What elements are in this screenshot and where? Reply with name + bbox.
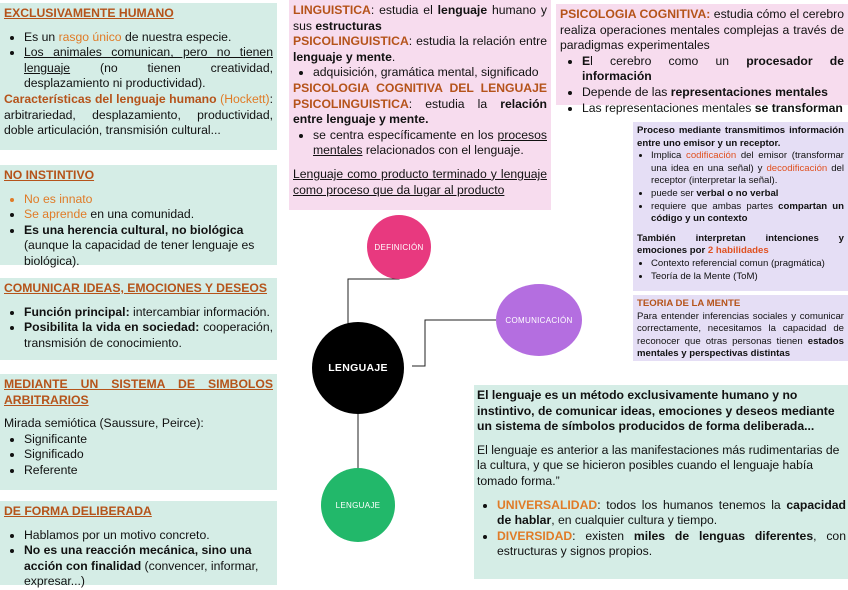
psicologia-lenguaje-text: PSICOLOGIA COGNITIVA DEL LENGUAJE PSICOLINGUISTICA: estudia la relación entre lenguaje y mente.	[293, 80, 547, 127]
teoria-mente-text: Para entender inferencias sociales y comunicar correctamente, necesitamos la capacidad de reconocer que otras personas tienen estados mentales y perspectivas distintas	[637, 310, 844, 360]
no-instintivo-item-2: • Se aprende en una comunidad.	[24, 207, 273, 223]
comunicar-item-1: • Función principal: intercambiar información.	[24, 305, 273, 321]
comunicar-box	[0, 278, 277, 360]
comunicar-item-2: • Posibilita la vida en sociedad: cooperación, transmisión de conocimiento.	[24, 320, 273, 351]
producto-proceso-text: Lenguaje como producto terminado y lenguaje como proceso que da lugar al producto	[293, 166, 547, 197]
simbolos-box	[0, 374, 277, 490]
anterior-cultura-text: El lenguaje es anterior a las manifestaciones más rudimentarias de la cultura, y que se hicieron posibles cuando el lenguaje había tomado forma.”	[477, 442, 840, 488]
proceso-item-1: • Implica codificación del emisor (transformar una idea en una señal) y decodificación del receptor (interpretar la señal).	[651, 150, 844, 188]
node-lenguaje-label: LENGUAJE	[335, 500, 381, 510]
procesos-item: • se centra específicamente en los procesos mentales relacionados con el lenguaje.	[313, 128, 547, 159]
caracteristicas-text: Características del lenguaje humano (Hockett): arbitrariedad, desplazamiento, productividad, doble articulación, transmisión cultural...	[4, 91, 273, 138]
teoria-mente-title: TEORIA DE LA MENTE	[637, 298, 741, 309]
proceso-title: Proceso mediante transmitimos información entre uno emisor y un receptor.	[637, 125, 844, 149]
comunicar-title: COMUNICAR IDEAS, EMOCIONES Y DESEOS	[4, 281, 267, 295]
cognitiva-item-2: • Depende de las representaciones mentales	[582, 85, 844, 101]
deforma-box	[0, 501, 277, 589]
exclusivo-item-2: • Los animales comunican, pero no tienen lenguaje (no tienen creatividad, desplazamiento ni productividad).	[24, 45, 273, 92]
node-comunicacion-label: COMUNICACIÓN	[505, 315, 573, 325]
node-lenguaje[interactable]	[321, 468, 395, 542]
habilidad-item: • Teoría de la Mente (ToM)	[651, 271, 844, 284]
simbolos-item: • Referente	[24, 463, 273, 479]
simbolos-intro: Mirada semiótica (Saussure, Peirce):	[4, 416, 204, 431]
no-instintivo-item-1: • No es innato	[24, 192, 273, 208]
no-instintivo-item-3: • Es una herencia cultural, no biológica (aunque la capacidad de tener lenguaje es biológica).	[24, 223, 273, 270]
psicolinguistica-text: PSICOLINGUISTICA: estudia la relación entre lenguaje y mente.	[293, 34, 547, 64]
deforma-item-1: • Hablamos por un motivo concreto.	[24, 528, 273, 544]
universalidad-item: • UNIVERSALIDAD: todos los humanos tenemos la capacidad de hablar, en cualquier cultura y tiempo.	[497, 498, 846, 529]
cognitiva-item-3: • Las representaciones mentales se transforman	[582, 101, 844, 117]
simbolos-item: • Significado	[24, 447, 273, 463]
deforma-title: DE FORMA DELIBERADA	[4, 504, 152, 518]
psicolinguistica-item: • adquisición, gramática mental, significado	[313, 65, 547, 81]
deforma-item-2: • No es una reacción mecánica, sino una acción con finalidad (convencer, informar, expresar...)	[24, 543, 273, 590]
exclusivo-box	[0, 3, 277, 150]
teoria-mente-box	[633, 295, 848, 361]
psicologia-cognitiva-text: PSICOLOGIA COGNITIVA: estudia cómo el cerebro realiza operaciones mentales complejas a través de paradigmas experimentales	[560, 7, 844, 53]
cognitiva-item-1: • El cerebro como un procesador de información	[582, 54, 844, 85]
exclusivo-title: EXCLUSIVAMENTE HUMANO	[4, 6, 174, 20]
proceso-item-3: • requiere que ambas partes compartan un código y un contexto	[651, 201, 844, 226]
habilidad-item: • Contexto referencial comun (pragmática)	[651, 258, 844, 271]
node-comunicacion[interactable]	[496, 284, 582, 356]
habilidades-text: También interpretan intenciones y emociones por 2 habilidades	[637, 232, 844, 257]
linguistica-text: LINGUISTICA: estudia el lenguaje humano y sus estructuras	[293, 3, 547, 33]
definicion-text: El lenguaje es un método exclusivamente humano y no instintivo, de comunicar ideas, emociones y deseos mediante un sistema de símbolos producidos de forma deliberada...	[477, 388, 835, 434]
proceso-item-2: • puede ser verbal o no verbal	[651, 188, 844, 201]
linguistica-box	[289, 0, 551, 210]
definicion-box	[474, 385, 848, 579]
simbolos-title: MEDIANTE UN SISTEMA DE SIMBOLOS ARBITRARIOS	[4, 377, 273, 407]
psicologia-cognitiva-box	[556, 4, 848, 115]
diversidad-item: • DIVERSIDAD: existen miles de lenguas diferentes, con estructuras y signos propios.	[497, 529, 846, 560]
proceso-box	[633, 122, 848, 291]
node-lenguaje-center[interactable]	[312, 322, 404, 414]
connector-comunicacion	[412, 320, 496, 366]
node-definicion[interactable]	[367, 215, 431, 279]
simbolos-item: • Significante	[24, 432, 273, 448]
no-instintivo-box	[0, 165, 277, 268]
node-definicion-label: DEFINICIÓN	[374, 242, 424, 252]
node-lenguaje-center-label: LENGUAJE	[328, 362, 388, 374]
no-instintivo-title: NO INSTINTIVO	[4, 168, 95, 182]
exclusivo-item-1: • Es un rasgo único de nuestra especie.	[24, 30, 273, 46]
